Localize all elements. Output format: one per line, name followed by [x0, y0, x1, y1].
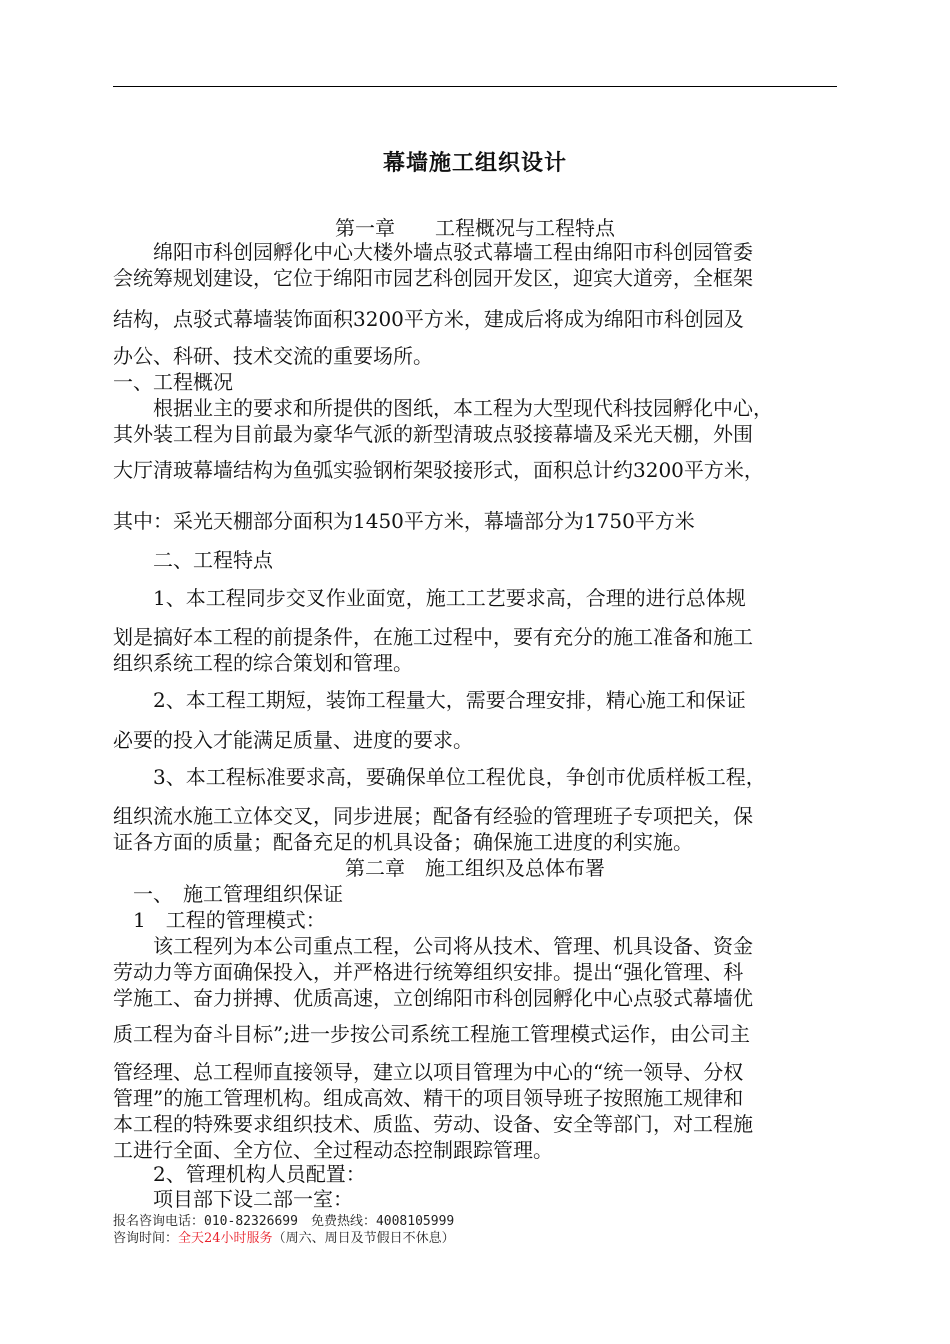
section-heading: 一、工程概况	[113, 370, 233, 394]
subsection-heading: 2、管理机构人员配置：	[113, 1162, 366, 1186]
chapter-2-heading: 第二章 施工组织及总体布署	[345, 856, 605, 880]
footer-phone-line	[113, 1214, 454, 1230]
paragraph-line: 证各方面的质量；配备充足的机具设备；确保施工进度的利实施。	[113, 830, 693, 854]
hotline-label: 免费热线：	[297, 1214, 376, 1229]
paragraph-line: 该工程列为本公司重点工程，公司将从技术、管理、机具设备、资金	[113, 934, 753, 958]
paragraph-line: 管经理、总工程师直接领导，建立以项目管理为中心的“统一领导、分权	[113, 1060, 744, 1084]
paragraph-line: 组织流水施工立体交叉，同步进展；配备有经验的管理班子专项把关，保	[113, 804, 753, 828]
phone-number: 010-82326699	[204, 1214, 298, 1229]
hours-highlight: 全天24小时服务	[178, 1231, 273, 1246]
paragraph-line: 其外装工程为目前最为豪华气派的新型清玻点驳接幕墙及采光天棚，外围	[113, 422, 753, 446]
paragraph-line: 会统筹规划建设，它位于绵阳市园艺科创园开发区，迎宾大道旁，全框架	[113, 266, 753, 290]
paragraph-line: 根据业主的要求和所提供的图纸，本工程为大型现代科技园孵化中心，	[113, 396, 773, 420]
paragraph-line: 学施工、奋力拼搏、优质高速，立创绵阳市科创园孵化中心点驳式幕墙优	[113, 986, 753, 1010]
paragraph-line: 大厅清玻幕墙结构为鱼弧实验钢桁架驳接形式，面积总计约3200平方米，	[113, 458, 764, 482]
paragraph-line: 管理”的施工管理机构。组成高效、精干的项目领导班子按照施工规律和	[113, 1086, 744, 1110]
subsection-heading: 1 工程的管理模式：	[113, 908, 326, 932]
paragraph-line: 本工程的特殊要求组织技术、质监、劳动、设备、安全等部门，对工程施	[113, 1112, 753, 1136]
paragraph-line: 项目部下设二部一室：	[113, 1187, 353, 1211]
paragraph-line: 划是搞好本工程的前提条件，在施工过程中，要有充分的施工准备和施工	[113, 625, 753, 649]
footer-hours-line	[113, 1231, 455, 1247]
paragraph-line: 1、本工程同步交叉作业面宽，施工工艺要求高，合理的进行总体规	[113, 586, 746, 610]
paragraph-line: 必要的投入才能满足质量、进度的要求。	[113, 728, 473, 752]
chapter-1-heading: 第一章 工程概况与工程特点	[335, 216, 615, 240]
paragraph-line: 办公、科研、技术交流的重要场所。	[113, 344, 433, 368]
header-rule	[113, 86, 837, 87]
paragraph-line: 3、本工程标准要求高，要确保单位工程优良，争创市优质样板工程，	[113, 765, 766, 789]
paragraph-line: 组织系统工程的综合策划和管理。	[113, 651, 413, 675]
paragraph-line: 劳动力等方面确保投入，并严格进行统筹组织安排。提出“强化管理、科	[113, 960, 744, 984]
paragraph-line: 质工程为奋斗目标”;进一步按公司系统工程施工管理模式运作，由公司主	[113, 1022, 750, 1046]
phone-label: 报名咨询电话：	[113, 1214, 205, 1229]
document-title: 幕墙施工组织设计	[382, 150, 567, 176]
hotline-number: 4008105999	[375, 1214, 455, 1229]
hours-label: 咨询时间：	[113, 1231, 179, 1246]
paragraph-line: 绵阳市科创园孵化中心大楼外墙点驳式幕墙工程由绵阳市科创园管委	[113, 240, 753, 264]
paragraph-line: 工进行全面、全方位、全过程动态控制跟踪管理。	[113, 1138, 553, 1162]
section-heading: 一、 施工管理组织保证	[113, 882, 343, 906]
section-heading: 二、工程特点	[113, 548, 273, 572]
paragraph-line: 结构，点驳式幕墙装饰面积3200平方米，建成后将成为绵阳市科创园及	[113, 307, 744, 331]
paragraph-line: 其中：采光天棚部分面积为1450平方米，幕墙部分为1750平方米	[113, 509, 695, 533]
paragraph-line: 2、本工程工期短，装饰工程量大，需要合理安排，精心施工和保证	[113, 688, 746, 712]
hours-note: （周六、周日及节假日不休息）	[272, 1231, 455, 1246]
